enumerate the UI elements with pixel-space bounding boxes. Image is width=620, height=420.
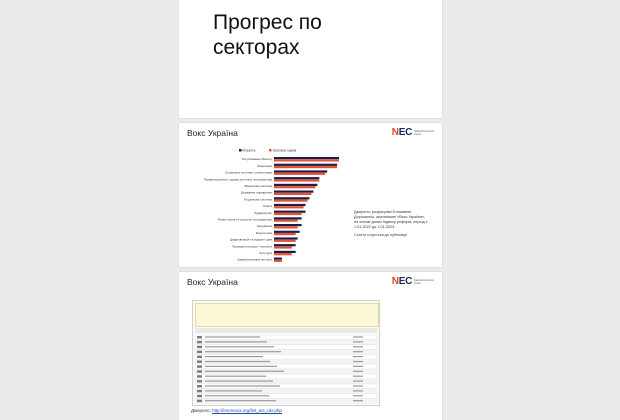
row-icon bbox=[197, 385, 202, 387]
row-value bbox=[353, 346, 363, 347]
category-label: Освіта bbox=[262, 204, 272, 209]
reforms-table-screenshot bbox=[192, 300, 380, 406]
bar bbox=[274, 240, 296, 242]
row-value bbox=[353, 371, 363, 372]
row-text bbox=[205, 336, 260, 337]
bar bbox=[274, 260, 282, 262]
bar bbox=[274, 206, 304, 208]
bar bbox=[274, 164, 337, 166]
category-label: Цифровізація та відкриті дані bbox=[229, 237, 272, 242]
category-label: Регулювання бізнесу bbox=[241, 157, 272, 162]
row-value bbox=[353, 351, 363, 352]
category-label: Податкова система bbox=[244, 197, 272, 202]
row-text bbox=[205, 346, 274, 347]
row-icon bbox=[197, 375, 202, 377]
legend-swatch bbox=[269, 149, 272, 152]
bar bbox=[274, 197, 309, 199]
bar bbox=[274, 193, 311, 195]
bar bbox=[274, 217, 302, 219]
table-rows bbox=[193, 301, 379, 405]
row-text bbox=[205, 381, 273, 382]
bar bbox=[274, 251, 296, 253]
source-label: Джерело: bbox=[191, 408, 211, 413]
row-value bbox=[353, 400, 363, 401]
bar bbox=[274, 226, 298, 228]
bar bbox=[274, 166, 337, 168]
bar bbox=[274, 237, 298, 239]
source-link[interactable]: http://imorevox.org/list_act_ukr.php bbox=[212, 408, 282, 413]
bar bbox=[274, 244, 296, 246]
row-icon bbox=[197, 380, 202, 382]
row-icon bbox=[197, 370, 202, 372]
bar bbox=[274, 191, 313, 193]
row-value bbox=[353, 356, 363, 357]
bar bbox=[274, 233, 296, 235]
sector-bar-chart bbox=[179, 143, 349, 267]
category-label: Державне управління bbox=[240, 190, 272, 195]
category-label: Керування bbox=[256, 224, 272, 229]
bar bbox=[274, 224, 302, 226]
bar bbox=[274, 213, 302, 215]
table-header bbox=[195, 328, 377, 333]
chart-note bbox=[354, 210, 429, 241]
bar bbox=[274, 159, 339, 161]
category-label: Природні ресурси і екологія bbox=[232, 244, 272, 249]
slide-2[interactable] bbox=[179, 123, 442, 267]
nec-logo bbox=[392, 276, 434, 287]
legend-label: Загальна оцінка bbox=[272, 148, 297, 153]
bar bbox=[274, 186, 315, 188]
slide-title: Прогрес по секторах bbox=[213, 11, 322, 59]
row-value bbox=[353, 385, 363, 386]
row-text bbox=[205, 361, 270, 362]
slide-1[interactable] bbox=[179, 0, 442, 118]
row-text bbox=[205, 400, 276, 401]
row-value bbox=[353, 395, 363, 396]
nec-logo bbox=[392, 127, 434, 138]
bar bbox=[274, 173, 325, 175]
row-text bbox=[205, 366, 277, 367]
category-label: Ринок землі та сільське господарство bbox=[218, 217, 272, 222]
row-icon bbox=[197, 336, 202, 338]
logo-mark: NEC bbox=[391, 276, 412, 287]
bar bbox=[274, 246, 292, 248]
bar bbox=[274, 157, 339, 159]
row-icon bbox=[197, 365, 202, 367]
row-text bbox=[205, 390, 262, 391]
row-text bbox=[205, 351, 281, 352]
row-value bbox=[353, 381, 363, 382]
bar bbox=[274, 170, 327, 172]
logo-subtitle: National Economic Center bbox=[414, 278, 434, 285]
row-icon bbox=[197, 341, 202, 343]
row-icon bbox=[197, 361, 202, 363]
legend-swatch bbox=[239, 149, 242, 152]
logo-subtitle: National Economic Center bbox=[414, 129, 434, 136]
slide-3[interactable] bbox=[179, 272, 442, 420]
slide-title: Вокс Україна bbox=[187, 128, 238, 138]
row-text bbox=[205, 371, 284, 372]
bar bbox=[274, 231, 300, 233]
row-text bbox=[205, 341, 267, 342]
bar bbox=[274, 211, 306, 213]
source-note: Джерело: розрахунки Єлизавети Дорошенко, аналітикині «Вокс Україна», на основі даних Індексу реформ, період з 1.01.2022 до 1.01.2023. bbox=[354, 210, 428, 229]
row-value bbox=[353, 361, 363, 362]
slide-title: Вокс Україна bbox=[187, 277, 238, 287]
bar bbox=[274, 220, 298, 222]
source-line bbox=[191, 408, 282, 413]
category-label: Культура bbox=[259, 251, 272, 255]
row-icon bbox=[197, 390, 202, 392]
article-note: Стаття готується до публікації bbox=[354, 233, 408, 237]
bar bbox=[274, 200, 308, 202]
row-value bbox=[353, 390, 363, 391]
row-icon bbox=[197, 351, 202, 353]
logo-mark: NEC bbox=[391, 127, 412, 138]
row-text bbox=[205, 376, 266, 377]
bar bbox=[274, 179, 319, 181]
bar bbox=[274, 253, 292, 255]
row-value bbox=[353, 366, 363, 367]
category-label: Будівництво bbox=[254, 210, 272, 215]
row-icon bbox=[197, 356, 202, 358]
category-label: Правоохоронна і судова системи, антикорупція bbox=[204, 177, 272, 182]
row-text bbox=[205, 356, 263, 357]
category-label: Фінансова система bbox=[244, 184, 272, 188]
category-label: Медицина bbox=[257, 163, 272, 168]
row-icon bbox=[197, 346, 202, 348]
row-text bbox=[205, 385, 280, 386]
row-value bbox=[353, 376, 363, 377]
category-label: Адміністративні послуги bbox=[237, 257, 272, 262]
bar bbox=[274, 177, 319, 179]
row-text bbox=[205, 395, 269, 396]
category-label: Енергетика bbox=[255, 230, 272, 235]
row-value bbox=[353, 336, 363, 337]
bar bbox=[274, 258, 282, 260]
bar bbox=[274, 204, 306, 206]
category-label: Соціальна політика і ринок праці bbox=[224, 170, 272, 175]
row-value bbox=[353, 341, 363, 342]
row-icon bbox=[197, 400, 202, 402]
legend-label: Кількість bbox=[242, 148, 256, 153]
bar bbox=[274, 184, 317, 186]
row-icon bbox=[197, 395, 202, 397]
